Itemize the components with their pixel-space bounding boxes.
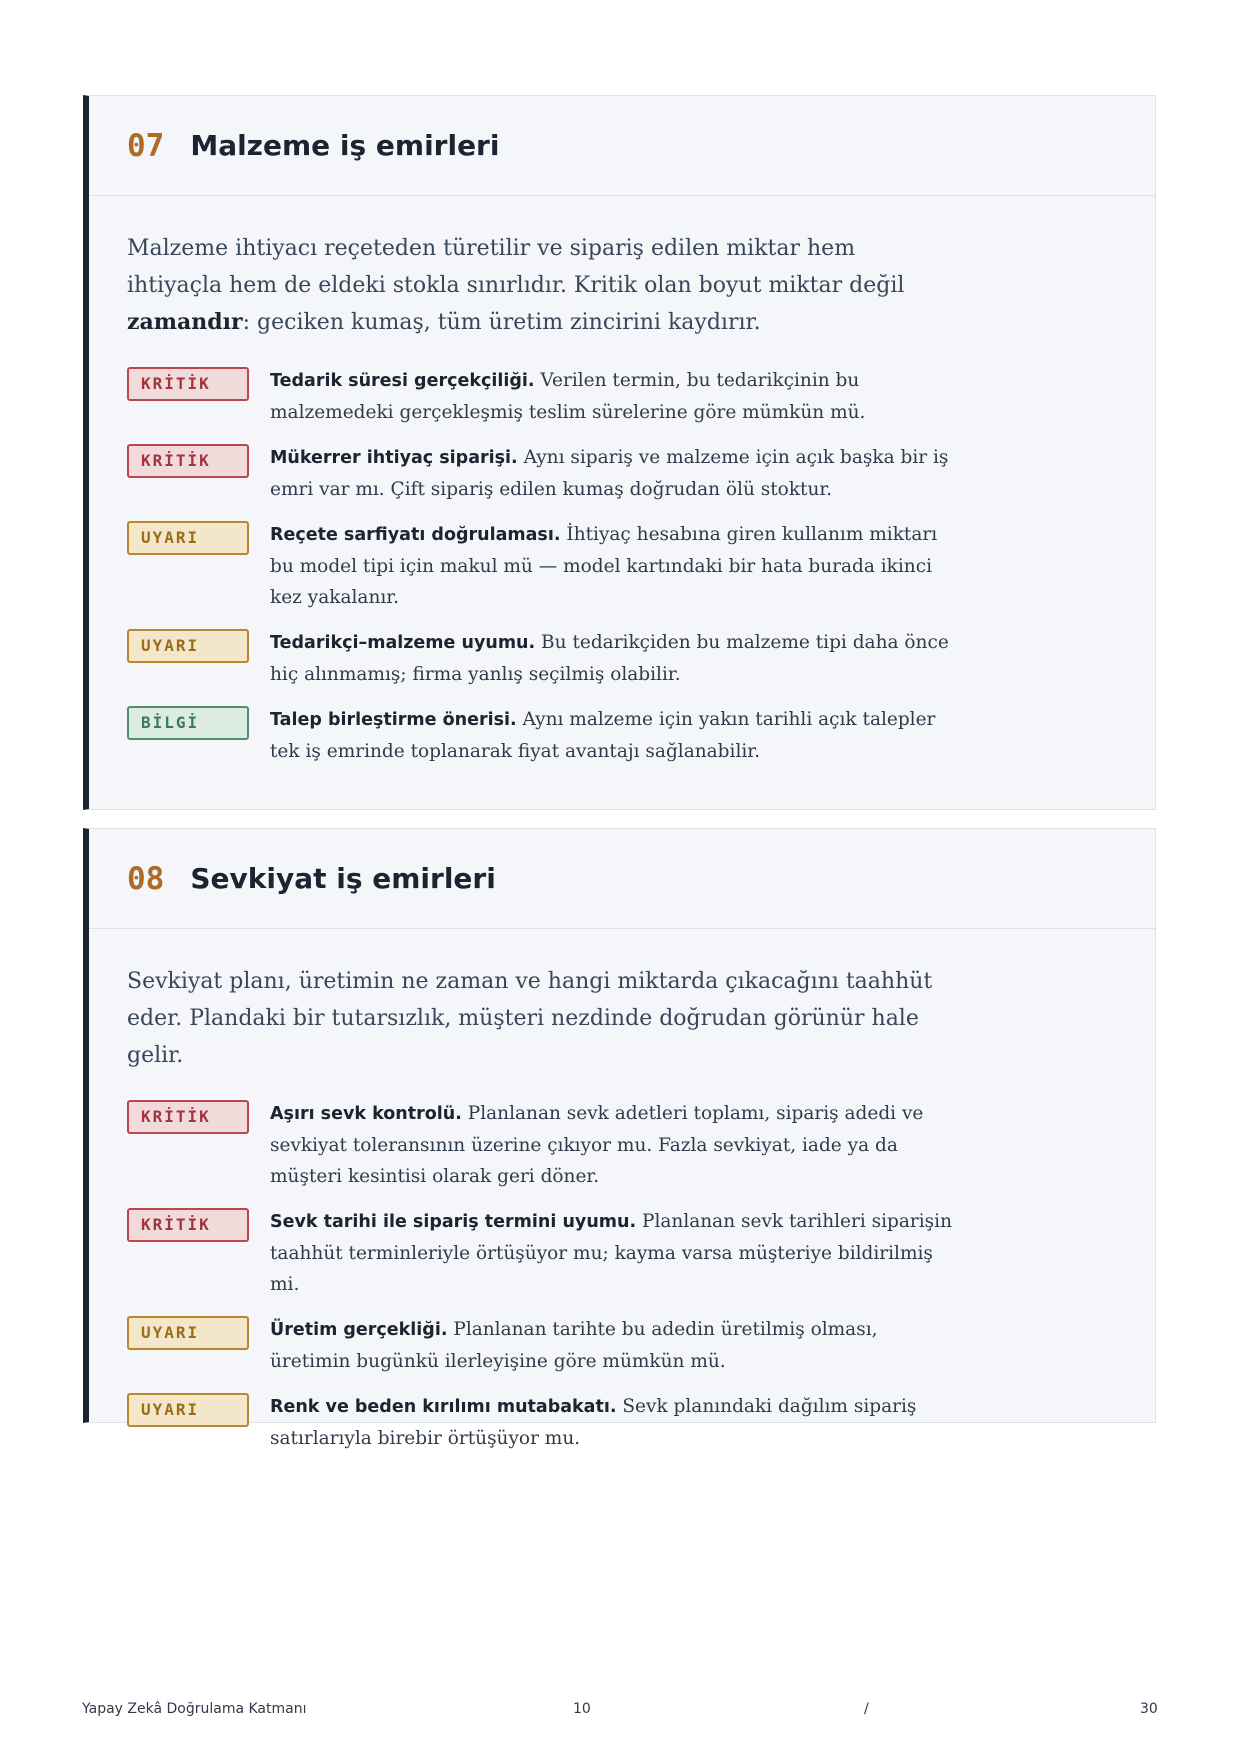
severity-badge-kritik: KRİTİK — [127, 1100, 249, 1134]
severity-badge-uyari: UYARI — [127, 521, 249, 555]
check-description: Tedarikçi–malzeme uyumu. Bu tedarikçiden bu malzeme tipi daha önce hiç alınmamış; firma yanlış seçilmiş olabilir. — [270, 632, 949, 685]
section-number: 08 — [127, 860, 165, 897]
check-description: Sevk tarihi ile sipariş termini uyumu. Planlanan sevk tarihleri siparişin taahhüt terminleriyle örtüşüyor mu; kayma varsa müşteriye bildirilmiş mi. — [270, 1211, 952, 1295]
check-item — [127, 365, 1117, 428]
section-body — [89, 929, 1155, 1498]
check-description: Aşırı sevk kontrolü. Planlanan sevk adetleri toplamı, sipariş adedi ve sevkiyat toleransının üzerine çıkıyor mu. Fazla sevkiyat, iade ya da müşteri kesintisi olarak geri döner. — [270, 1103, 924, 1187]
severity-badge-uyari: UYARI — [127, 1316, 249, 1350]
check-title: Renk ve beden kırılımı mutabakatı. — [270, 1397, 617, 1417]
check-item — [127, 442, 1117, 505]
check-description: Mükerrer ihtiyaç siparişi. Aynı sipariş ve malzeme için açık başka bir iş emri var mı. Çift sipariş edilen kumaş doğrudan ölü stoktur. — [270, 447, 949, 500]
check-title: Üretim gerçekliği. — [270, 1320, 448, 1340]
check-item — [127, 519, 1117, 613]
section-body — [89, 196, 1155, 811]
check-description: Tedarik süresi gerçekçiliği. Verilen termin, bu tedarikçinin bu malzemedeki gerçekleşmiş teslim sürelerine göre mümkün mü. — [270, 370, 866, 423]
check-title: Sevk tarihi ile sipariş termini uyumu. — [270, 1212, 637, 1232]
check-item — [127, 1314, 1117, 1377]
section-header — [89, 96, 1155, 196]
section-intro: Sevkiyat planı, üretimin ne zaman ve hangi miktarda çıkacağını taahhüt eder. Plandaki bir tutarsızlık, müşteri nezdinde doğrudan görünür hale gelir. — [127, 969, 933, 1068]
check-item — [127, 1206, 1117, 1300]
section-title: Malzeme iş emirleri — [190, 129, 500, 162]
check-description: Reçete sarfiyatı doğrulaması. İhtiyaç hesabına giren kullanım miktarı bu model tipi için makul mü — model kartındaki bir hata burada ikinci kez yakalanır. — [270, 524, 938, 608]
check-title: Mükerrer ihtiyaç siparişi. — [270, 448, 518, 468]
severity-badge-kritik: KRİTİK — [127, 1208, 249, 1242]
section-number: 07 — [127, 127, 165, 164]
severity-badge-kritik: KRİTİK — [127, 444, 249, 478]
check-title: Tedarikçi–malzeme uyumu. — [270, 633, 536, 653]
section-header — [89, 829, 1155, 929]
footer-page-number: 10 — [573, 1701, 591, 1717]
section-sevkiyat — [83, 828, 1156, 1449]
footer-separator: / — [864, 1701, 869, 1717]
section-malzeme — [83, 95, 1156, 810]
section-intro: Malzeme ihtiyacı reçeteden türetilir ve sipariş edilen miktar hem ihtiyaçla hem de eldeki stokla sınırlıdır. Kritik olan boyut miktar değil zamandır: geciken kumaş, tüm üretim zincirini kaydırır. — [127, 236, 905, 335]
footer-doc-title: Yapay Zekâ Doğrulama Katmanı — [82, 1701, 307, 1717]
severity-badge-uyari: UYARI — [127, 1393, 249, 1427]
check-item — [127, 704, 1117, 767]
check-title: Talep birleştirme önerisi. — [270, 710, 517, 730]
check-title: Reçete sarfiyatı doğrulaması. — [270, 525, 561, 545]
severity-badge-uyari: UYARI — [127, 629, 249, 663]
check-item — [127, 1391, 1117, 1454]
check-description: Talep birleştirme önerisi. Aynı malzeme için yakın tarihli açık talepler tek iş emrinde toplanarak fiyat avantajı sağlanabilir. — [270, 709, 936, 762]
severity-badge-kritik: KRİTİK — [127, 367, 249, 401]
check-title: Tedarik süresi gerçekçiliği. — [270, 371, 535, 391]
severity-badge-bilgi: BİLGİ — [127, 706, 249, 740]
check-description: Renk ve beden kırılımı mutabakatı. Sevk planındaki dağılım sipariş satırlarıyla birebir örtüşüyor mu. — [270, 1396, 917, 1449]
intro-emphasis: zamandır — [127, 309, 243, 335]
section-title: Sevkiyat iş emirleri — [190, 862, 496, 895]
check-item — [127, 1098, 1117, 1192]
check-title: Aşırı sevk kontrolü. — [270, 1104, 462, 1124]
check-description: Üretim gerçekliği. Planlanan tarihte bu adedin üretilmiş olması, üretimin bugünkü ilerleyişine göre mümkün mü. — [270, 1319, 878, 1372]
page-footer — [0, 1701, 1242, 1721]
footer-total-pages: 30 — [1140, 1701, 1158, 1717]
check-item — [127, 627, 1117, 690]
